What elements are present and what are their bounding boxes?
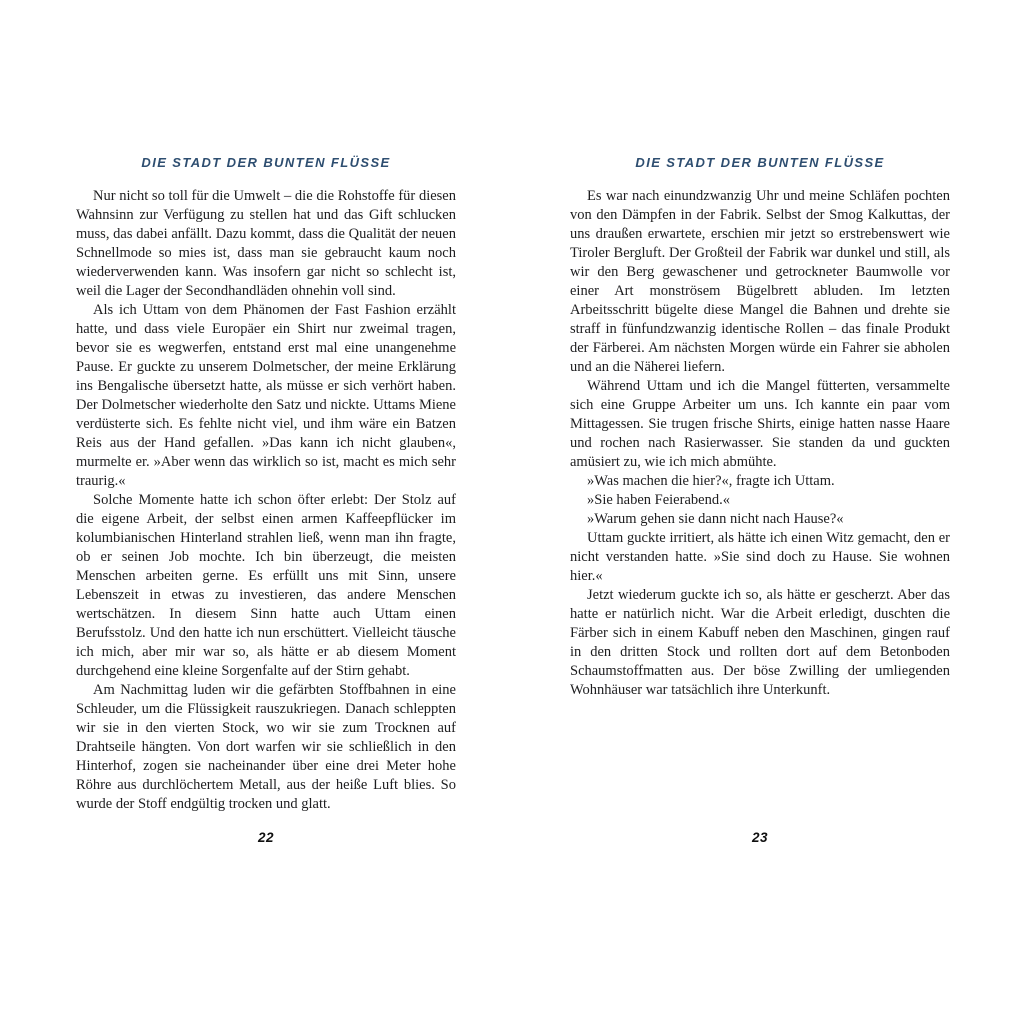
page-number-left: 22 (257, 830, 275, 845)
paragraph: »Sie haben Feierabend.« (587, 492, 730, 508)
body-text-right (570, 187, 950, 700)
page-number-right: 23 (751, 830, 769, 845)
body-text-left (76, 187, 456, 814)
paragraph: »Was machen die hier?«, fragte ich Uttam. (587, 473, 835, 489)
chapter-title-right: DIE STADT DER BUNTEN FLÜSSE (635, 155, 885, 170)
paragraph: Uttam guckte irritiert, als hätte ich einen Witz gemacht, den er nicht verstanden hatte. »Sie sind doch zu Hause. Sie wohnen hier.« (570, 530, 950, 584)
paragraph: Als ich Uttam von dem Phänomen der Fast Fashion erzählt hatte, und dass viele Europäer ein Shirt nur zweimal tragen, bevor sie es wegwerfen, entstand erst mal eine unangenehme Pause. Er guckte zu unserem Dolmetscher, der meine Erklärung ins Bengalische übersetzt hatte, als müsse er sich verhört haben. Der Dolmetscher wiederholte den Satz und nickte. Uttams Miene verdüsterte sich. Es fehlte nicht viel, und ihm wäre ein Batzen Reis aus der Hand gefallen. »Das kann ich nicht glauben«, murmelte er. »Aber wenn das wirklich so ist, macht es mich sehr traurig.« (76, 302, 456, 489)
paragraph: »Warum gehen sie dann nicht nach Hause?« (587, 511, 844, 527)
page-left (76, 155, 456, 875)
page-right (570, 155, 950, 875)
paragraph: Es war nach einundzwanzig Uhr und meine Schläfen pochten von den Dämpfen in der Fabrik. Selbst der Smog Kalkuttas, der uns draußen erwartete, erschien mir jetzt so erstrebenswert wie Tiroler Bergluft. Der Großteil der Fabrik war dunkel und still, als wir den Berg gewaschener und getrockneter Baumwolle vor einer Art monströsem Bügelbrett abluden. Im letzten Arbeitsschritt bügelte diese Mangel die Bahnen und drehte sie straff in fünfundzwanzig identische Rollen – das finale Produkt der Färberei. Am nächsten Morgen würde ein Fahrer sie abholen und an die Näherei liefern. (570, 188, 950, 375)
paragraph: Jetzt wiederum guckte ich so, als hätte er gescherzt. Aber das hatte er natürlich nicht. War die Arbeit erledigt, duschten die Färber sich in einem Kabuff neben den Maschinen, gingen rauf in den dritten Stock und rollten dort auf dem Betonboden Schaumstoffmatten aus. Der böse Zwilling der umliegenden Wohnhäuser war tatsächlich ihre Unterkunft. (570, 587, 950, 698)
paragraph: Solche Momente hatte ich schon öfter erlebt: Der Stolz auf die eigene Arbeit, der selbst einen armen Kaffeepflücker im kolumbianischen Hinterland strahlen ließ, wenn man ihn fragte, ob er seinen Job mochte. Ich bin überzeugt, die meisten Menschen arbeiten gerne. Es erfüllt uns mit Sinn, unsere Lebenszeit in etwas zu investieren, das andere Menschen wertschätzen. In diesem Sinn hatte auch Uttam einen Berufsstolz. Und den hatte ich nun erschüttert. Vielleicht täusche ich mich, aber mir war so, als hätte er ab diesem Moment durchgehend eine kleine Sorgenfalte auf der Stirn gehabt. (76, 492, 456, 679)
paragraph: Am Nachmittag luden wir die gefärbten Stoffbahnen in eine Schleuder, um die Flüssigkeit rauszukriegen. Danach schleppten wir sie in den vierten Stock, wo wir sie zum Trocknen auf Drahtseile hängten. Von dort warfen wir sie schließlich in den Hinterhof, zogen sie nacheinander über eine drei Meter hohe Röhre aus durchlöchertem Metall, aus der heiße Luft blies. So wurde der Stoff endgültig trocken und glatt. (76, 682, 456, 812)
paragraph: Nur nicht so toll für die Umwelt – die die Rohstoffe für diesen Wahnsinn zur Verfügung zu stellen hat und das Gift schlucken muss, das dabei anfällt. Dazu kommt, dass die Qualität der neuen Schnellmode so mies ist, dass man sie gebraucht kaum noch wiederverwenden kann. Was insofern gar nicht so schlecht ist, weil die Lager der Secondhandläden ohnehin voll sind. (76, 188, 456, 299)
paragraph: Während Uttam und ich die Mangel fütterten, versammelte sich eine Gruppe Arbeiter um uns. Ich kannte ein paar vom Mittagessen. Sie trugen frische Shirts, einige hatten nasse Haare und rochen nach Rasierwasser. Sie standen da und guckten amüsiert zu, wie ich mich abmühte. (570, 378, 950, 470)
chapter-title-left: DIE STADT DER BUNTEN FLÜSSE (141, 155, 391, 170)
